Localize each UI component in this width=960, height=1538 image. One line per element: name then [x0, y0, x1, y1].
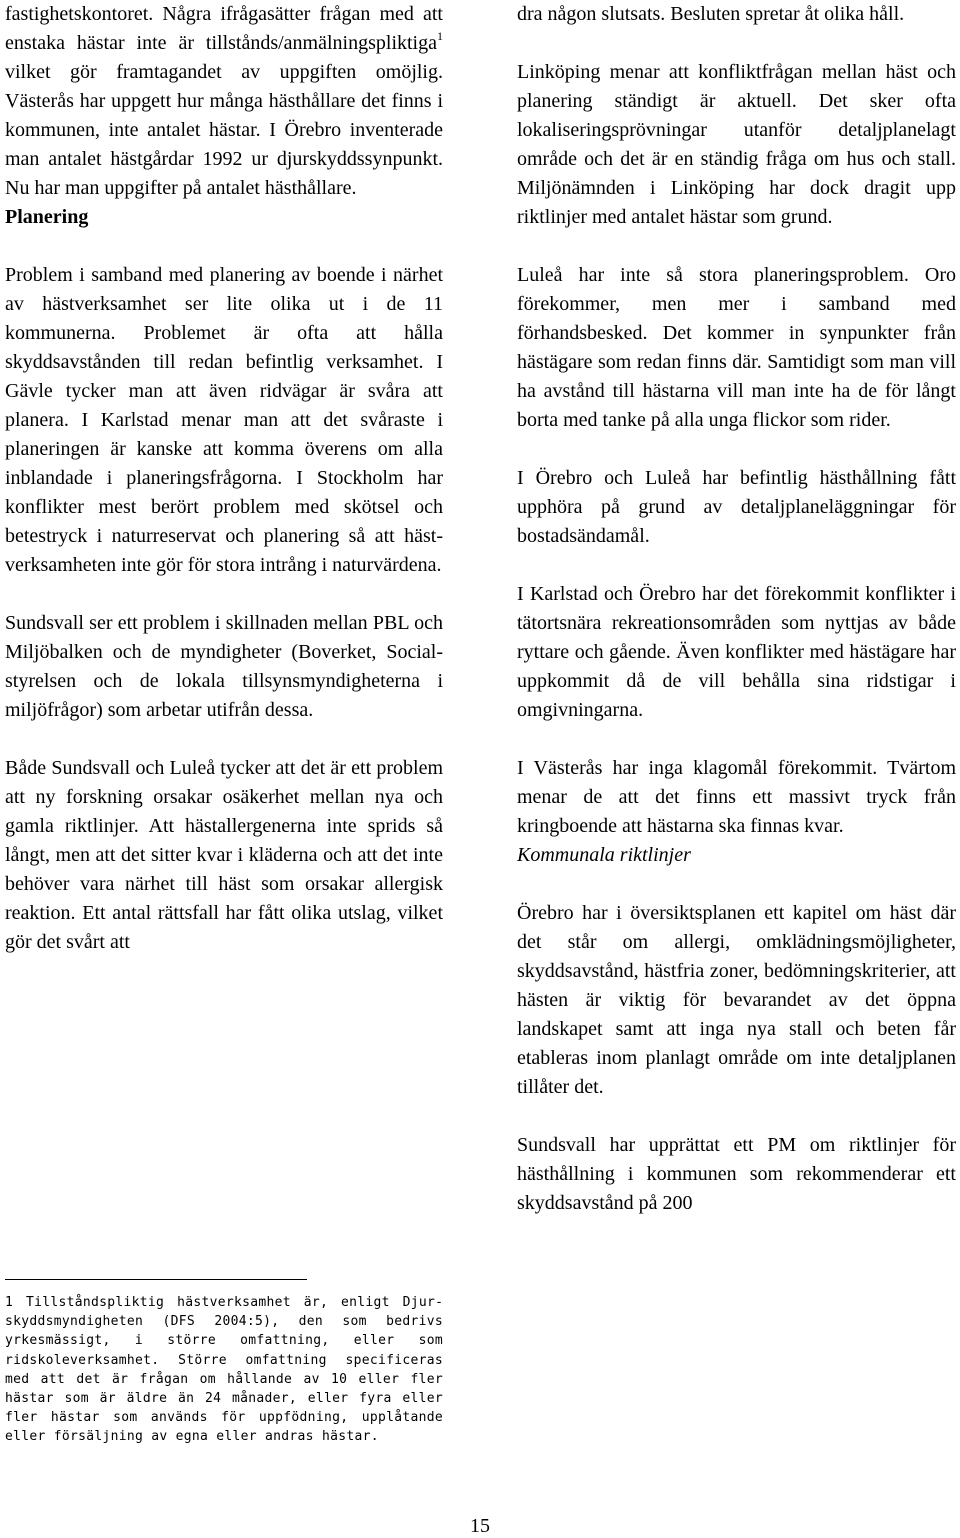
- paragraph: I Västerås har inga klagomål förekommit. Tvärtom menar de att det finns ett massivt tryck från kringboende att hästarna ska finnas kvar.: [517, 757, 956, 837]
- right-column: [517, 0, 956, 1218]
- footnote: 1 Tillståndspliktig hästverksamhet är, enligt Djurskyddsmyndigheten (DFS 2004:5), den som bedrivs yrkesmässigt, i större omfattning, eller som ridskoleverksamhet. Större omfattning specificeras med att det är frågan om hållande av 10 eller fler hästar som är äldre än 24 månader, eller fyra eller fler hästar som används för uppfödning, upplåtande eller försäljning av egna eller andras hästar.: [5, 1295, 443, 1445]
- subheading-kommunala-riktlinjer: Kommunala riktlinjer: [517, 844, 691, 866]
- paragraph: Både Sundsvall och Luleå tycker att det är ett problem att ny forskning orsakar osäkerhet mellan nya och gamla riktlinjer. Att hästallergenerna inte sprids så långt, men att det sitter kvar i kläderna och att det inte behöver vara närhet till häst som orsakar allergisk reaktion. Ett antal rättsfall har fått olika utslag, vilket gör det svårt att: [5, 757, 443, 953]
- paragraph: Linköping menar att konfliktfrågan mellan häst och planering ständigt är aktuell. Det sker ofta lokaliseringsprövningar utanför detaljplanelagt område och det är en ständig fråga om hus och stall. Miljönämnden i Linköping har dock dragit upp riktlinjer med antalet hästar som grund.: [517, 61, 956, 228]
- section-heading-planering: Planering: [5, 206, 89, 228]
- paragraph: Problem i samband med planering av boende i närhet av hästverksamhet ser lite olika ut i de 11 kommunerna. Problemet är ofta att hålla skyddsavstånden till redan befintlig verksamhet. I Gävle tycker man att även ridvägar är svåra att planera. I Karlstad menar man att det svåraste i planeringen är kanske att komma överens om alla inblandade i planeringsfrågorna. I Stockholm har konflikter mest berört problem med skötsel och betestryck i naturreservat och planering så att hästverksamheten inte gör för stora intrång i naturvärdena.: [5, 264, 443, 576]
- paragraph: I Örebro och Luleå har befintlig hästhållning fått upphöra på grund av detaljplaneläggningar för bostadsändamål.: [517, 467, 956, 547]
- intro-text-start: fastighetskontoret. Några ifrågasätter frågan med att enstaka hästar inte är tillstånds/anmälningspliktiga: [5, 3, 443, 54]
- left-column: [5, 0, 443, 957]
- paragraph: I Karlstad och Örebro har det förekommit konflikter i tätortsnära rekreationsområden som nyttjas av både ryttare och gående. Även konflikter med hästägare har uppkommit då de vill behålla sina ridstigar i omgivningarna.: [517, 583, 956, 721]
- paragraph: Sundsvall ser ett problem i skillnaden mellan PBL och Miljöbalken och de myndigheter (Boverket, Social-styrelsen och de lokala tillsynsmyndigheterna i miljöfrågor) som arbetar utifrån dessa.: [5, 612, 443, 721]
- intro-text-end: vilket gör framtagandet av uppgiften omöjlig. Västerås har uppgett hur många hästhållare det finns i kommunen, inte antalet hästar. I Örebro inventerade man antalet hästgårdar 1992 ur djurskyddssynpunkt. Nu har man uppgifter på antalet hästhållare.: [5, 61, 443, 199]
- paragraph: Sundsvall har upprättat ett PM om riktlinjer för hästhållning i kommunen som rekommenderar ett skyddsavstånd på 200: [517, 1134, 956, 1214]
- intro-paragraph: [5, 0, 443, 203]
- footnote-separator: [5, 1279, 307, 1280]
- page-number: 15: [470, 1515, 490, 1537]
- footnote-reference[interactable]: 1: [437, 29, 443, 43]
- paragraph: Örebro har i översiktsplanen ett kapitel om häst där det står om allergi, omklädningsmöjligheter, skyddsavstånd, hästfria zoner, bedömningskriterier, att hästen är viktig för bevarandet av det öppna landskapet samt att inga nya stall och beten får etableras inom planlagt område om inte detaljplanen tillåter det.: [517, 902, 956, 1098]
- paragraph: dra någon slutsats. Besluten spretar åt olika håll.: [517, 3, 905, 25]
- paragraph: Luleå har inte så stora planeringsproblem. Oro förekommer, men mer i samband med förhandsbesked. Det kommer in synpunkter från hästägare som redan finns där. Samtidigt som man vill ha avstånd till hästarna vill man inte ha de för långt borta med tanke på alla unga flickor som rider.: [517, 264, 956, 431]
